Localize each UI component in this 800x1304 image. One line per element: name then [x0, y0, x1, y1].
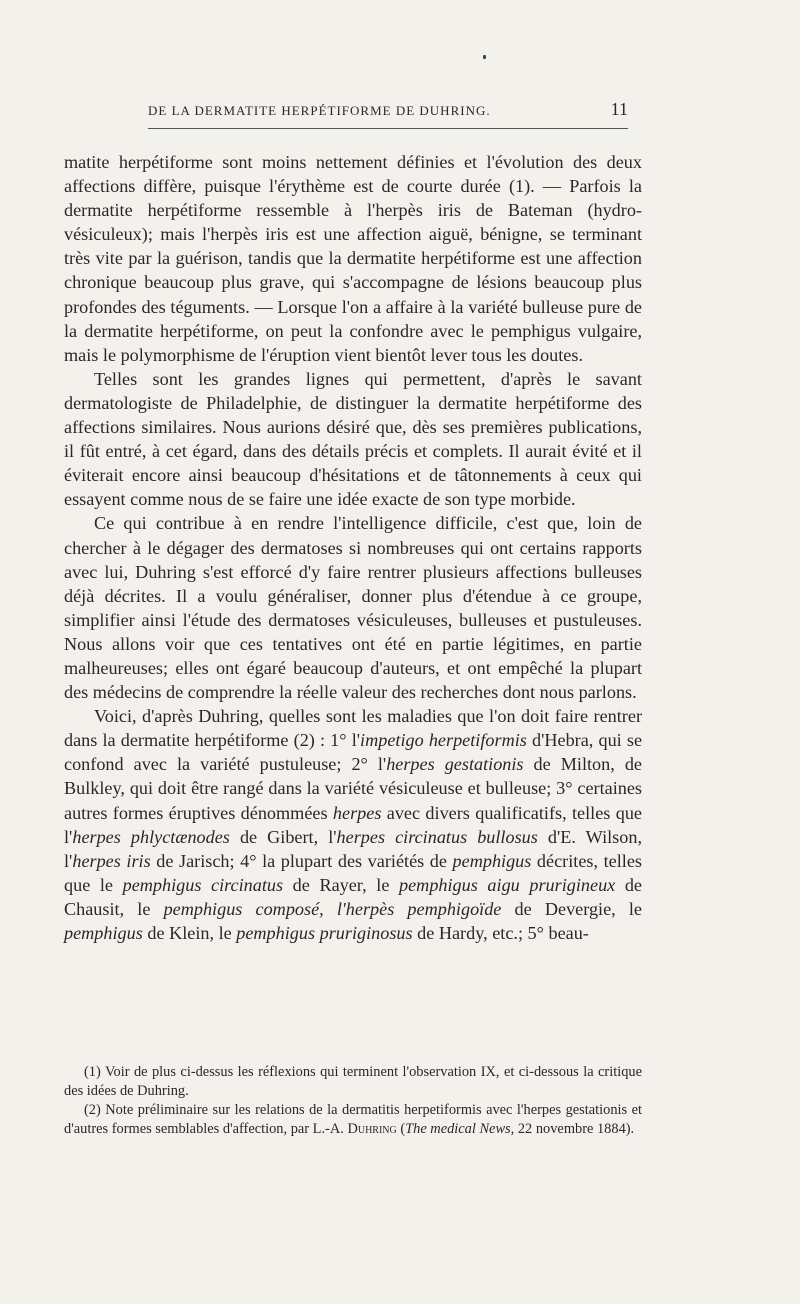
text-run: de Hardy, etc.; 5° beau-	[412, 923, 589, 943]
italic-term: herpes circinatus bullosus	[336, 826, 538, 847]
body-text	[64, 150, 642, 945]
italic-term: herpes iris	[72, 850, 151, 871]
paragraph-3: Ce qui contribue à en rendre l'intelligence difficile, c'est que, loin de chercher à le dégager des dermatoses si nombreuses qui ont certains rapports avec lui, Duhring s'est efforcé d'y faire rentrer plusieurs affections bulleuses déjà décrites. Il a voulu généraliser, donner plus d'étendue à ce groupe, simplifier ainsi l'étude des dermatoses vésiculeuses, bulleuses et pustuleuses. Nous allons voir que ces tentatives ont été en partie légitimes, en partie malheureuses; elles ont égaré beaucoup d'auteurs, et ont empêché la plupart des médecins de comprendre la réelle valeur des recherches dont nous parlons.	[64, 513, 642, 703]
text-run: de Jarisch; 4° la plupart des variétés de	[150, 850, 453, 871]
italic-term: pemphigus	[64, 923, 143, 943]
italic-term: pemphigus aigu prurigineux	[399, 874, 616, 895]
ink-speck	[483, 55, 486, 59]
italic-term: pemphigus	[452, 850, 532, 871]
text-run: d'Hebra, qui se confond avec la variété pustuleuse; 2° l'	[64, 730, 643, 775]
italic-term: impetigo herpetiformis	[360, 730, 527, 751]
text-run: décrites, telles que le	[64, 850, 642, 895]
text-run: avec divers qualificatifs, telles que l'	[64, 802, 643, 847]
text-run: de Milton, de Bulkley, qui doit être rangé dans la variété vésiculeuse et bulleuse; 3° certaines autres formes éruptives dénommées	[64, 754, 642, 823]
text-run: de Gibert, l'	[229, 826, 337, 847]
paragraph-2: Telles sont les grandes lignes qui permettent, d'après le savant dermatologiste de Philadelphie, de distinguer la dermatite herpétiforme des affections similaires. Nous aurions désiré que, dès ses premières publications, il fût entré, à cet égard, dans des détails précis et complets. Il aurait évité et il éviterait encore ainsi beaucoup d'hésitations et de tâtonnements à ceux qui essayent comme nous de se faire une idée exacte de son type morbide.	[64, 368, 642, 510]
text-run: de Rayer, le	[283, 874, 400, 895]
italic-term: pemphigus composé, l'herpès pemphigoïde	[163, 898, 502, 919]
text-run: de Devergie, le	[501, 898, 643, 919]
italic-term: herpes phlyctænodes	[72, 826, 230, 847]
text-run: , 22 novembre 1884).	[510, 1121, 635, 1137]
paragraph-4	[64, 704, 642, 945]
text-run: Voici, d'après Duhring, quelles sont les maladies que l'on doit faire rentrer dans la dermatite herpétiforme (2) : 1° l'	[64, 706, 642, 751]
footnote-2	[64, 1101, 642, 1139]
running-title: DE LA DERMATITE HERPÉTIFORME DE DUHRING.	[148, 103, 491, 118]
text-run: de Klein, le	[142, 923, 237, 943]
page-number: 11	[610, 99, 628, 119]
text-run: (	[396, 1121, 406, 1137]
text-run: de Chausit, le	[64, 874, 642, 919]
journal-title: The medical News	[405, 1121, 511, 1137]
text-run: (2) Note préliminaire sur les relations de la dermatitis herpetiformis avec l'herpes gestationis et d'autres formes semblables d'affection, par L.-A.	[64, 1102, 642, 1137]
paragraph-1: matite herpétiforme sont moins nettement définies et l'évolution des deux affections diffère, puisque l'érythème est de courte durée (1). — Parfois la dermatite herpétiforme ressemble à l'herpès iris de Bateman (hydro-vésiculeux); mais l'herpès iris est une affection aiguë, bénigne, se terminant très vite par la guérison, tandis que la dermatite herpétiforme est une affection chronique beaucoup plus grave, qui s'accompagne de lésions beaucoup plus profondes des téguments. — Lorsque l'on a affaire à la variété bulleuse pure de la dermatite herpétiforme, on peut la confondre avec le pemphigus vulgaire, mais le polymorphisme de l'éruption vient bientôt lever tous les doutes.	[64, 152, 642, 365]
text-run: d'E. Wilson, l'	[64, 826, 642, 871]
italic-term: pemphigus circinatus	[122, 874, 284, 895]
italic-term: pemphigus pruriginosus	[236, 923, 413, 943]
italic-term: herpes gestationis	[386, 754, 524, 775]
italic-term: herpes	[332, 802, 382, 823]
running-header	[148, 99, 628, 119]
footnotes	[64, 1063, 642, 1139]
header-rule	[148, 128, 628, 129]
author-name: Duhring	[347, 1121, 397, 1137]
footnote-1: (1) Voir de plus ci-dessus les réflexions qui terminent l'observation IX, et ci-dessous la critique des idées de Duhring.	[64, 1064, 642, 1099]
